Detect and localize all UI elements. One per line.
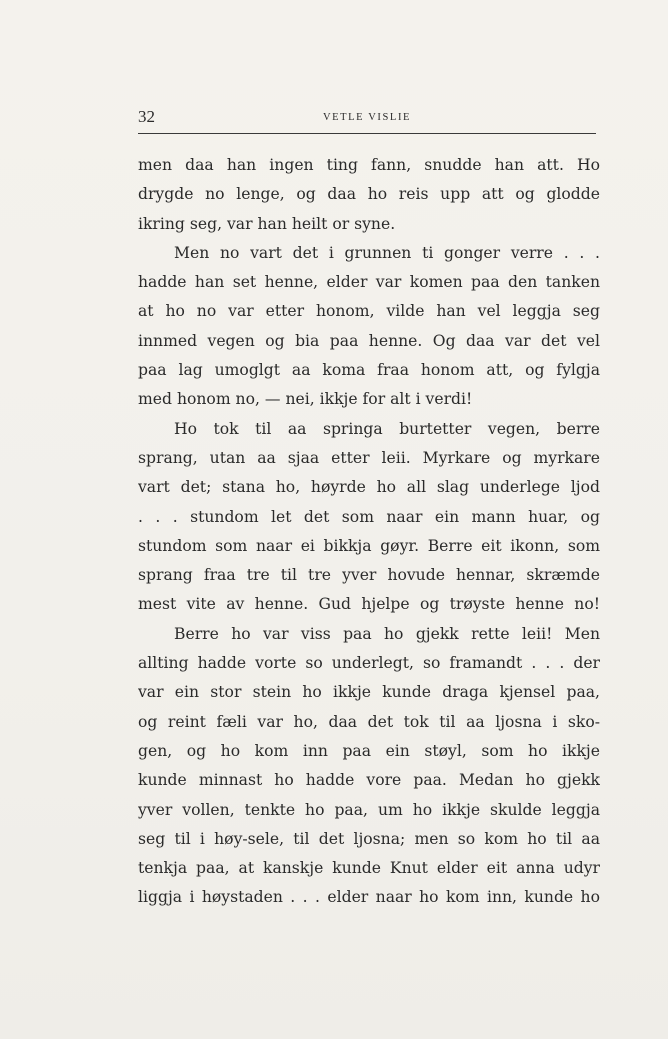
text-line: tenkja paa, at kanskje kunde Knut elder eit anna udyr <box>138 859 600 878</box>
text-line: ikring seg, var han heilt or syne. <box>138 214 396 233</box>
text-line: seg til i høy-sele, til det ljosna; men so kom ho til aa <box>138 829 600 848</box>
running-title: VETLE VISLIE <box>322 112 412 123</box>
text-line: var ein stor stein ho ikkje kunde draga kjensel paa, <box>138 683 600 702</box>
text-line: sprang, utan aa sjaa etter leii. Myrkare og myrkare <box>138 448 600 467</box>
text-line: gen, og ho kom inn paa ein støyl, som ho ikkje <box>138 741 600 760</box>
text-line: Men no vart det i grunnen ti gonger verre . . . <box>174 243 600 262</box>
text-line: paa lag umoglgt aa koma fraa honom att, og fylgja <box>138 361 600 380</box>
text-line: Berre ho var viss paa ho gjekk rette leii! Men <box>174 624 600 643</box>
text-line: men daa han ingen ting fann, snudde han att. Ho <box>138 156 600 174</box>
text-line: innmed vegen og bia paa henne. Og daa var det vel <box>138 331 600 350</box>
body-text <box>138 151 600 913</box>
page-header <box>138 105 596 134</box>
text-line: stundom som naar ei bikkja gøyr. Berre eit ikonn, som <box>138 536 600 555</box>
text-line: hadde han set henne, elder var komen paa den tanken <box>138 273 600 292</box>
text-line: yver vollen, tenkte ho paa, um ho ikkje skulde leggja <box>138 800 600 819</box>
text-line: Ho tok til aa springa burtetter vegen, berre <box>174 419 600 438</box>
text-line: drygde no lenge, og daa ho reis upp att og glodde <box>138 185 600 204</box>
text-line: vart det; stana ho, høyrde ho all slag underlege ljod <box>138 478 600 497</box>
text-line: sprang fraa tre til tre yver hovude hennar, skræmde <box>138 566 600 585</box>
page-number: 32 <box>138 107 155 126</box>
text-line: allting hadde vorte so underlegt, so framandt . . . der <box>138 654 600 673</box>
text-line: med honom no, — nei, ikkje for alt i verdi! <box>138 390 473 409</box>
text-line: at ho no var etter honom, vilde han vel leggja seg <box>138 302 600 321</box>
text-line: . . . stundom let det som naar ein mann huar, og <box>138 507 600 526</box>
text-line: kunde minnast ho hadde vore paa. Medan ho gjekk <box>138 771 600 790</box>
text-line: liggja i høystaden . . . elder naar ho kom inn, kunde ho <box>138 888 600 907</box>
text-line: mest vite av henne. Gud hjelpe og trøyste henne no! <box>138 595 600 614</box>
text-line: og reint fæli var ho, daa det tok til aa ljosna i sko- <box>138 712 600 731</box>
